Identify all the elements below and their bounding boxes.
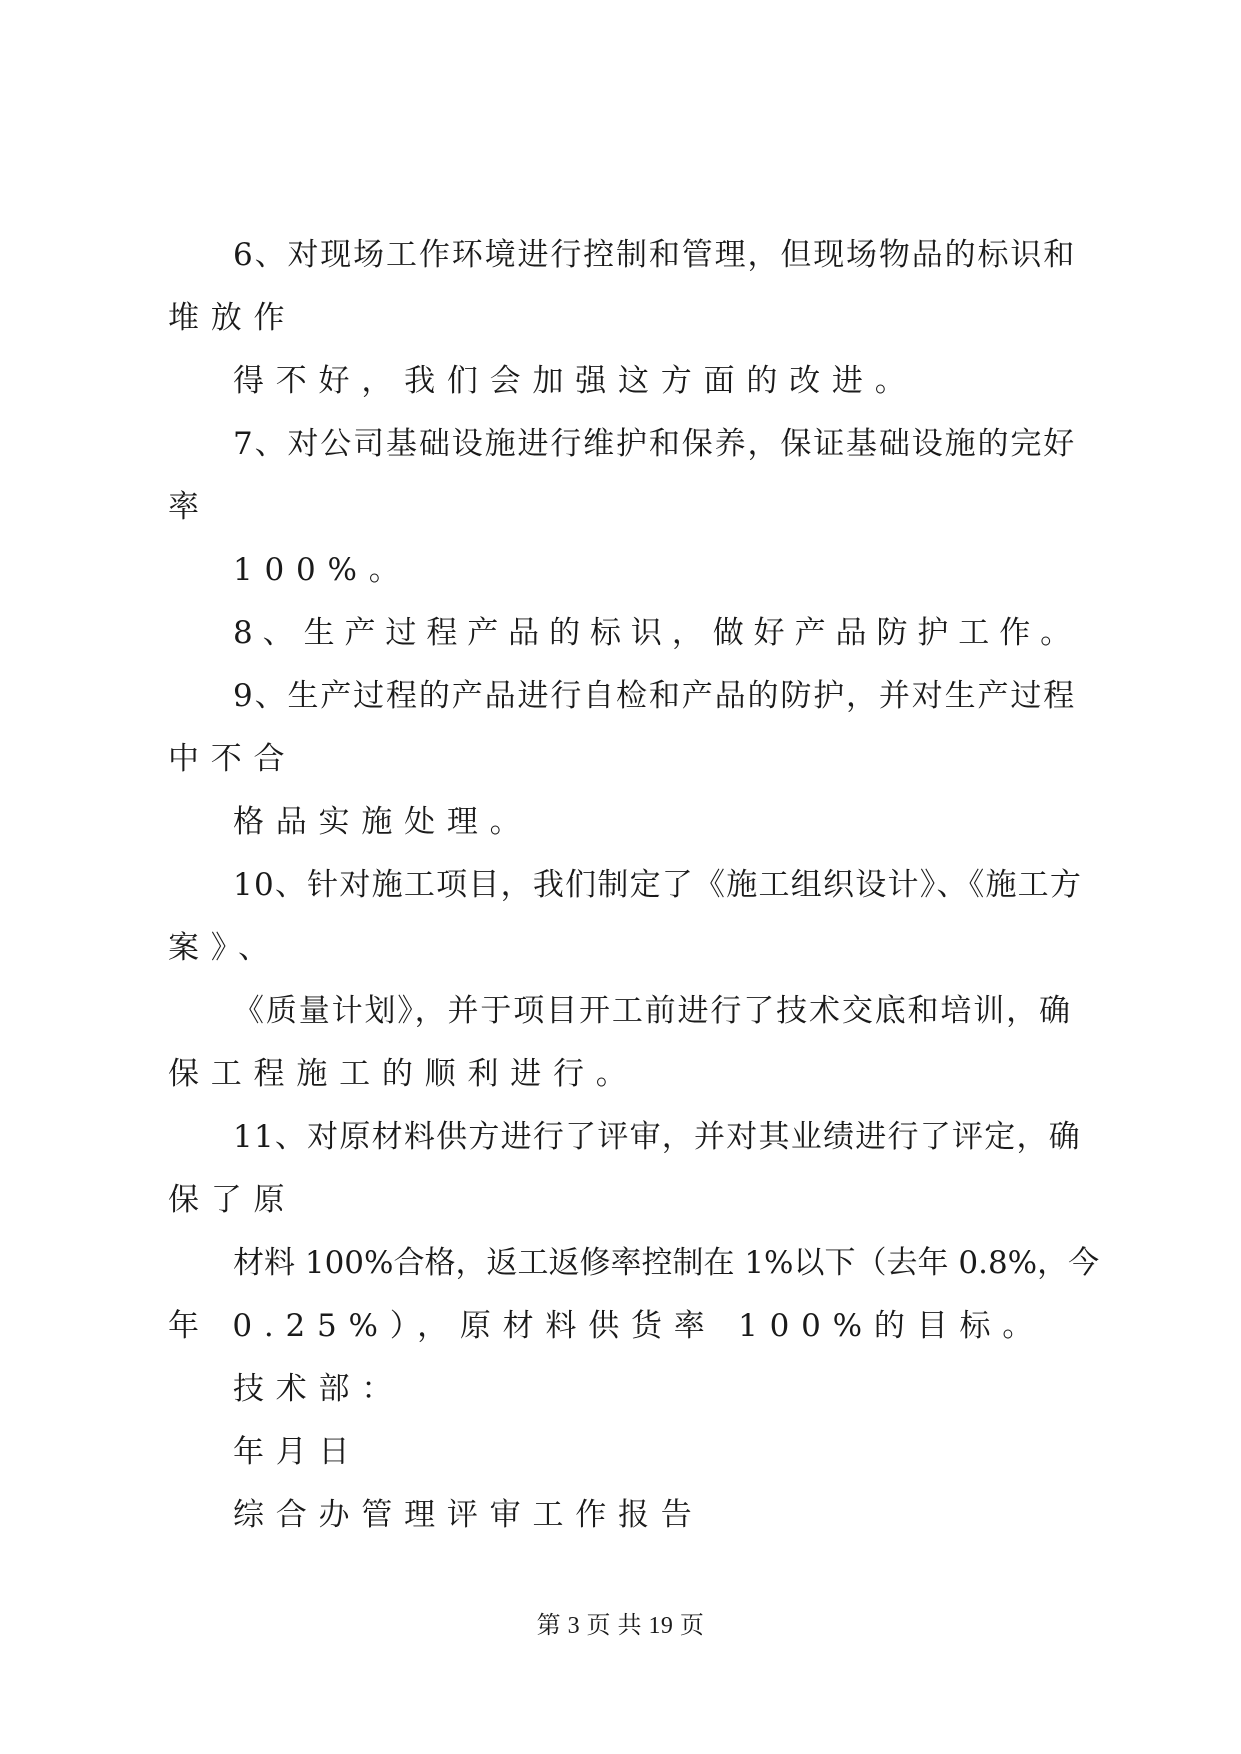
- paragraph-line-17: 材料 100%合格，返工返修率控制在 1%以下（去年 0.8%，今: [233, 1245, 1100, 1281]
- paragraph-line-19: 技术部：: [233, 1371, 405, 1407]
- paragraph-line-5: 率: [168, 489, 211, 525]
- paragraph-line-12: 案》、: [168, 930, 281, 966]
- paragraph-line-3: 得不好，我们会加强这方面的改进。: [233, 363, 918, 399]
- paragraph-line-9: 中不合: [168, 741, 297, 777]
- paragraph-line-16: 保了原: [168, 1182, 297, 1218]
- paragraph-line-15: 11、对原材料供方进行了评审，并对其业绩进行了评定，确: [233, 1119, 1081, 1155]
- paragraph-line-1: 6、对现场工作环境进行控制和管理，但现场物品的标识和: [233, 237, 1077, 273]
- paragraph-line-4: 7、对公司基础设施进行维护和保养，保证基础设施的完好: [233, 426, 1077, 462]
- paragraph-line-11: 10、针对施工项目，我们制定了《施工组织设计》、《施工方: [233, 867, 1083, 903]
- page-number-footer: 第 3 页 共 19 页: [536, 1613, 705, 1639]
- paragraph-line-10: 格品实施处理。: [233, 804, 533, 840]
- paragraph-line-18: 年 0.25%），原材料供货率 100%的目标。: [168, 1308, 1046, 1344]
- paragraph-line-21: 综合办管理评审工作报告: [233, 1497, 704, 1533]
- paragraph-line-13: 《质量计划》，并于项目开工前进行了技术交底和培训，确: [233, 993, 1072, 1029]
- paragraph-line-8: 9、生产过程的产品进行自检和产品的防护，并对生产过程: [233, 678, 1077, 714]
- paragraph-line-7: 8、生产过程产品的标识，做好产品防护工作。: [233, 615, 1082, 651]
- paragraph-line-2: 堆放作: [168, 300, 297, 336]
- paragraph-line-20: 年月日: [233, 1434, 362, 1470]
- paragraph-line-14: 保工程施工的顺利进行。: [168, 1056, 639, 1092]
- paragraph-line-6: 100%。: [233, 552, 412, 588]
